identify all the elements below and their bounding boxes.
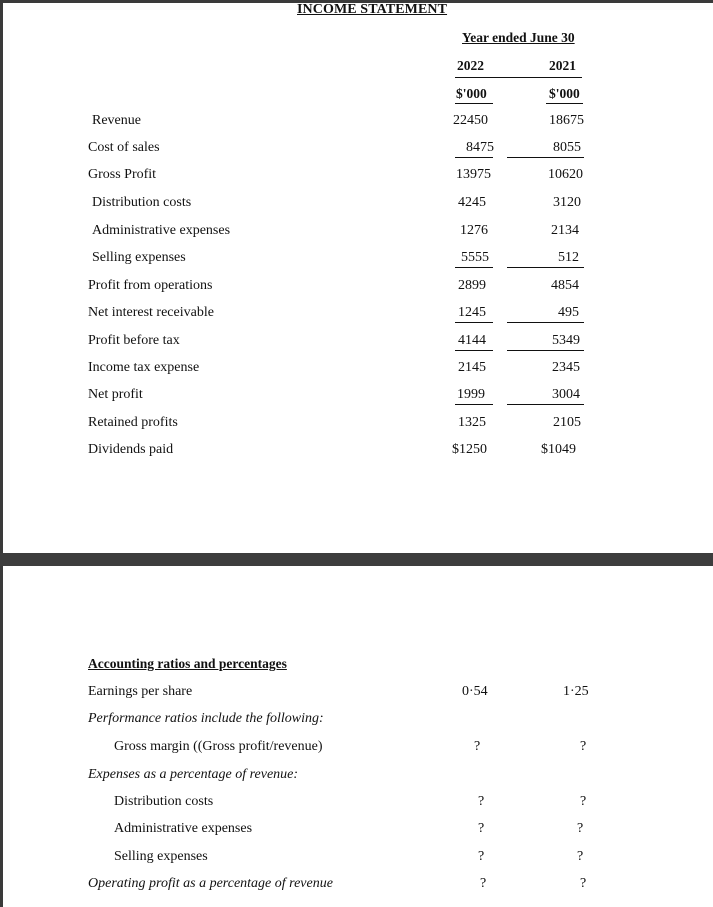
underline-net-profit-2021 xyxy=(507,404,584,405)
row-label-administrative-expenses: Administrative expenses xyxy=(92,223,231,238)
page-separator xyxy=(0,553,713,566)
value-cost-of-sales-2022: 8475 xyxy=(466,140,494,155)
value-gross-profit-2022: 13975 xyxy=(456,167,491,182)
value-profit-before-tax-2022: 4144 xyxy=(458,333,486,348)
value-cost-of-sales-2021: 8055 xyxy=(553,140,581,155)
performance-note: Performance ratios include the following: xyxy=(88,711,324,726)
value-profit-from-operations-2021: 4854 xyxy=(551,278,579,293)
row-label-dividends-paid: Dividends paid xyxy=(88,442,174,457)
value-selling-expenses-2022: 5555 xyxy=(461,250,489,265)
ratio-administrative-label: Administrative expenses xyxy=(114,821,253,836)
value-income-tax-expense-2022: 2145 xyxy=(458,360,486,375)
underline-selling-expenses-2021 xyxy=(507,267,584,268)
value-retained-profits-2022: 1325 xyxy=(458,415,486,430)
value-net-interest-receivable-2022: 1245 xyxy=(458,305,486,320)
row-label-profit-before-tax: Profit before tax xyxy=(88,333,180,348)
value-distribution-costs-2021: 3120 xyxy=(553,195,581,210)
ratio-administrative-2022: ? xyxy=(478,821,485,836)
operating-margin-2022: ? xyxy=(480,876,487,891)
operating-margin-label: Operating profit as a percentage of revenue xyxy=(88,876,333,891)
underline-profit-before-tax-2022 xyxy=(455,350,493,351)
unit-current: $'000 xyxy=(456,86,487,101)
row-label-cost-of-sales: Cost of sales xyxy=(88,140,160,155)
year-underline xyxy=(455,77,582,78)
value-retained-profits-2021: 2105 xyxy=(553,415,581,430)
row-label-selling-expenses: Selling expenses xyxy=(92,250,186,265)
value-dividends-paid-2022: $1250 xyxy=(452,442,487,457)
eps-2021: 1·25 xyxy=(563,684,589,699)
underline-cost-of-sales-2022 xyxy=(455,157,493,158)
row-label-income-tax-expense: Income tax expense xyxy=(88,360,200,375)
unit-prior: $'000 xyxy=(549,86,580,101)
value-net-profit-2022: 1999 xyxy=(457,387,485,402)
gross-margin-2022: ? xyxy=(474,739,481,754)
ratio-distribution-label: Distribution costs xyxy=(114,794,214,809)
value-dividends-paid-2021: $1049 xyxy=(541,442,576,457)
left-border-lower xyxy=(0,566,3,907)
row-label-gross-profit: Gross Profit xyxy=(88,167,157,182)
underline-cost-of-sales-2021 xyxy=(507,157,584,158)
eps-label: Earnings per share xyxy=(88,684,193,699)
row-label-retained-profits: Retained profits xyxy=(88,415,178,430)
operating-margin-2021: ? xyxy=(580,876,587,891)
expenses-note: Expenses as a percentage of revenue: xyxy=(88,767,299,782)
underline-net-profit-2022 xyxy=(455,404,493,405)
underline-selling-expenses-2022 xyxy=(455,267,493,268)
statement-title: INCOME STATEMENT xyxy=(297,2,448,17)
value-selling-expenses-2021: 512 xyxy=(558,250,579,265)
row-label-net-profit: Net profit xyxy=(88,387,143,402)
gross-margin-label: Gross margin ((Gross profit/revenue) xyxy=(114,739,323,754)
unit-underline-prior xyxy=(546,103,583,104)
row-label-net-interest-receivable: Net interest receivable xyxy=(88,305,214,320)
ratio-distribution-2022: ? xyxy=(478,794,485,809)
value-income-tax-expense-2021: 2345 xyxy=(552,360,580,375)
ratio-administrative-2021: ? xyxy=(577,821,584,836)
value-gross-profit-2021: 10620 xyxy=(548,167,583,182)
year-prior: 2021 xyxy=(549,58,576,73)
underline-net-interest-2022 xyxy=(455,322,493,323)
value-administrative-expenses-2021: 2134 xyxy=(551,223,579,238)
left-border-upper xyxy=(0,0,3,556)
value-profit-before-tax-2021: 5349 xyxy=(552,333,580,348)
value-net-interest-receivable-2021: 495 xyxy=(558,305,579,320)
value-distribution-costs-2022: 4245 xyxy=(458,195,486,210)
ratios-heading: Accounting ratios and percentages xyxy=(88,656,287,671)
row-label-profit-from-operations: Profit from operations xyxy=(88,278,213,293)
value-revenue-2022: 22450 xyxy=(453,113,488,128)
value-profit-from-operations-2022: 2899 xyxy=(458,278,486,293)
unit-underline-current xyxy=(455,103,493,104)
ratio-selling-2021: ? xyxy=(577,849,584,864)
eps-2022: 0·54 xyxy=(462,684,488,699)
value-net-profit-2021: 3004 xyxy=(552,387,580,402)
period-header: Year ended June 30 xyxy=(462,30,575,45)
ratio-selling-label: Selling expenses xyxy=(114,849,208,864)
underline-profit-before-tax-2021 xyxy=(507,350,584,351)
row-label-distribution-costs: Distribution costs xyxy=(92,195,192,210)
year-current: 2022 xyxy=(457,58,484,73)
ratio-distribution-2021: ? xyxy=(580,794,587,809)
ratio-selling-2022: ? xyxy=(478,849,485,864)
underline-net-interest-2021 xyxy=(507,322,584,323)
value-revenue-2021: 18675 xyxy=(549,113,584,128)
gross-margin-2021: ? xyxy=(580,739,587,754)
value-administrative-expenses-2022: 1276 xyxy=(460,223,488,238)
row-label-revenue: Revenue xyxy=(92,113,141,128)
